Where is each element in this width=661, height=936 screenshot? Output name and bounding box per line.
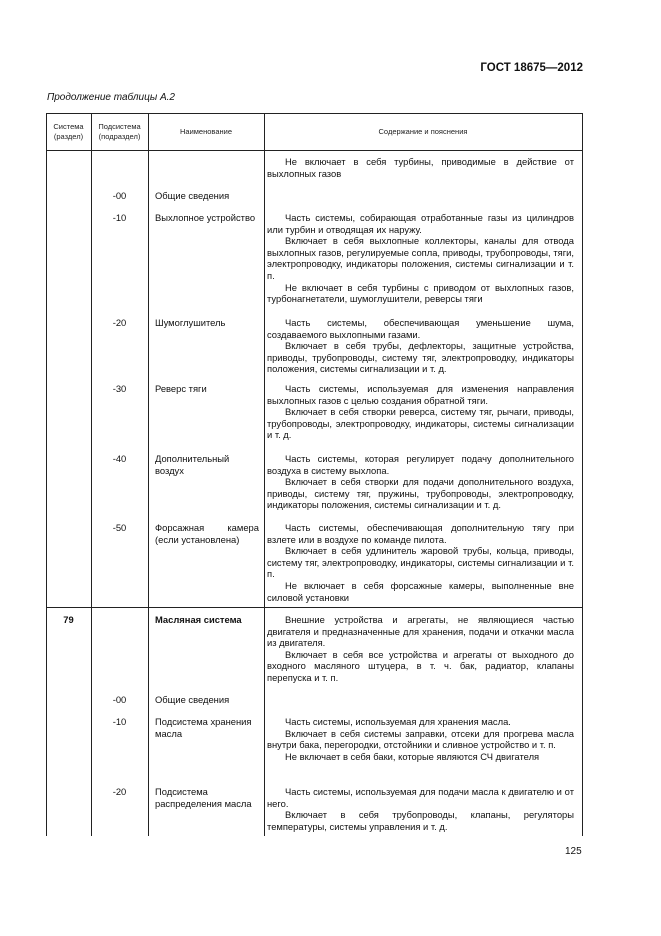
row-name: Подсистема распределения масла: [155, 786, 252, 809]
column-header-content: Содержание и пояснения: [378, 126, 468, 136]
table-border-right: [582, 113, 583, 836]
row-name: Реверс тяги: [155, 383, 207, 394]
table-row-description: [267, 522, 574, 603]
description-paragraph: Часть системы, собирающая отработанные газы из цилиндров или турбин и отводящая их наружу.: [267, 212, 574, 235]
standard-header: ГОСТ 18675—2012: [480, 62, 583, 74]
description-paragraph: Часть системы, используемая для изменения направления выхлопных газов с целью создания обратной тяги.: [267, 383, 574, 406]
description-paragraph: Часть системы, используемая для хранения масла.: [285, 716, 511, 727]
description-paragraph: Часть системы, обеспечивающая дополнительную тягу при взлете или в воздухе по команде пилота.: [267, 522, 574, 545]
subsystem-code: -40: [112, 453, 127, 464]
row-name: Дополнительный воздух: [155, 453, 230, 476]
table-row-description: [267, 786, 574, 832]
description-paragraph: Включает в себя все устройства и агрегаты от выходного до входного масляного штуцера, в т. ч. бак, радиатор, клапаны перепуска и т. п.: [267, 648, 574, 683]
description-paragraph: Включает в себя створки реверса, систему тяг, рычаги, приводы, трубопроводы, электропроводку, индикаторы, системы сигнализации и т. д.: [267, 406, 574, 441]
description-paragraph: Часть системы, обеспечивающая уменьшение шума, создаваемого выхлопными газами.: [267, 317, 574, 340]
subsystem-code: -20: [112, 786, 127, 797]
description-paragraph: Включает в себя удлинитель жаровой трубы, кольца, приводы, систему тяг, электропроводку, индикаторы, системы сигнализации и т. п.: [267, 545, 574, 580]
row-name: Шумоглушитель: [155, 317, 226, 328]
row-name: Общие сведения: [155, 190, 230, 201]
table: [46, 113, 583, 836]
column-divider: [264, 113, 265, 836]
description-paragraph: Часть системы, используемая для подачи масла к двигателю и от него.: [267, 786, 574, 809]
subsystem-code: -10: [112, 716, 127, 727]
row-name: Выхлопное устройство: [155, 212, 256, 223]
row-name: Форсажная камера (если установлена): [155, 522, 259, 545]
subsystem-code: -50: [112, 522, 127, 533]
description-paragraph: Часть системы, которая регулирует подачу дополнительного воздуха в систему выхлопа.: [267, 453, 574, 476]
table-row-description: [267, 383, 574, 441]
subsystem-code: -00: [112, 190, 127, 201]
description-paragraph: Не включает в себя баки, которые являются СЧ двигателя: [285, 750, 540, 762]
description-paragraph: Включает в себя трубы, дефлекторы, защитные устройства, приводы, трубопроводы, систему тяг, электропроводку, индикаторы положения, системы сигнализации и т. д.: [267, 340, 574, 375]
description-paragraph: Включает в себя трубопроводы, клапаны, регуляторы температуры, системы управления и т. д.: [267, 809, 574, 832]
table-row-description: [267, 614, 574, 684]
column-header-system: Система (раздел): [53, 121, 84, 141]
column-header-name: Наименование: [180, 126, 232, 136]
row-divider: [46, 607, 583, 608]
page-number: 125: [565, 846, 582, 857]
description-paragraph: Не включает в себя турбины с приводом от выхлопных газов, турбонагнетатели, шумоглушители, реверсы тяги: [267, 281, 574, 305]
row-name: Общие сведения: [155, 694, 230, 705]
table-row-description: [267, 317, 574, 375]
header-divider: [46, 150, 583, 151]
row-name: Масляная система: [155, 614, 242, 625]
column-divider: [148, 113, 149, 836]
description-paragraph: Включает в себя системы заправки, отсеки для прогрева масла внутри бака, перегородки, отстойники и сливное устройство и т. п.: [267, 727, 574, 751]
column-header-subsystem: Подсистема (подраздел): [98, 121, 141, 141]
description-paragraph: Внешние устройства и агрегаты, не являющиеся частью двигателя и предназначенные для хранения, подачи и откачки масла из двигателя.: [267, 614, 574, 649]
table-row-description: [267, 156, 574, 179]
description-paragraph: Не включает в себя турбины, приводимые в действие от выхлопных газов: [267, 156, 574, 179]
description-paragraph: Не включает в себя форсажные камеры, выполненные вне силовой установки: [267, 579, 574, 603]
subsystem-code: -30: [112, 383, 127, 394]
subsystem-code: -00: [112, 694, 127, 705]
subsystem-code: -20: [112, 317, 127, 328]
table-border-left: [46, 113, 47, 836]
description-paragraph: Включает в себя выхлопные коллекторы, каналы для отвода выхлопных газов, регулируемые сопла, приводы, трубопроводы, тяги, электропроводку, индикаторы положения, системы сигнализации и т. п.: [267, 235, 574, 281]
description-paragraph: Включает в себя створки для подачи дополнительного воздуха, приводы, систему тяг, пружины, трубопроводы, электропроводку, индикаторы положения, системы сигнализации и т. д.: [267, 476, 574, 511]
table-row-description: [267, 716, 574, 762]
table-row-description: [267, 453, 574, 511]
row-name: Подсистема хранения масла: [155, 716, 252, 739]
table-caption: Продолжение таблицы А.2: [47, 92, 175, 103]
subsystem-code: -10: [112, 212, 127, 223]
system-code: 79: [63, 614, 74, 625]
table-row-description: [267, 212, 574, 305]
